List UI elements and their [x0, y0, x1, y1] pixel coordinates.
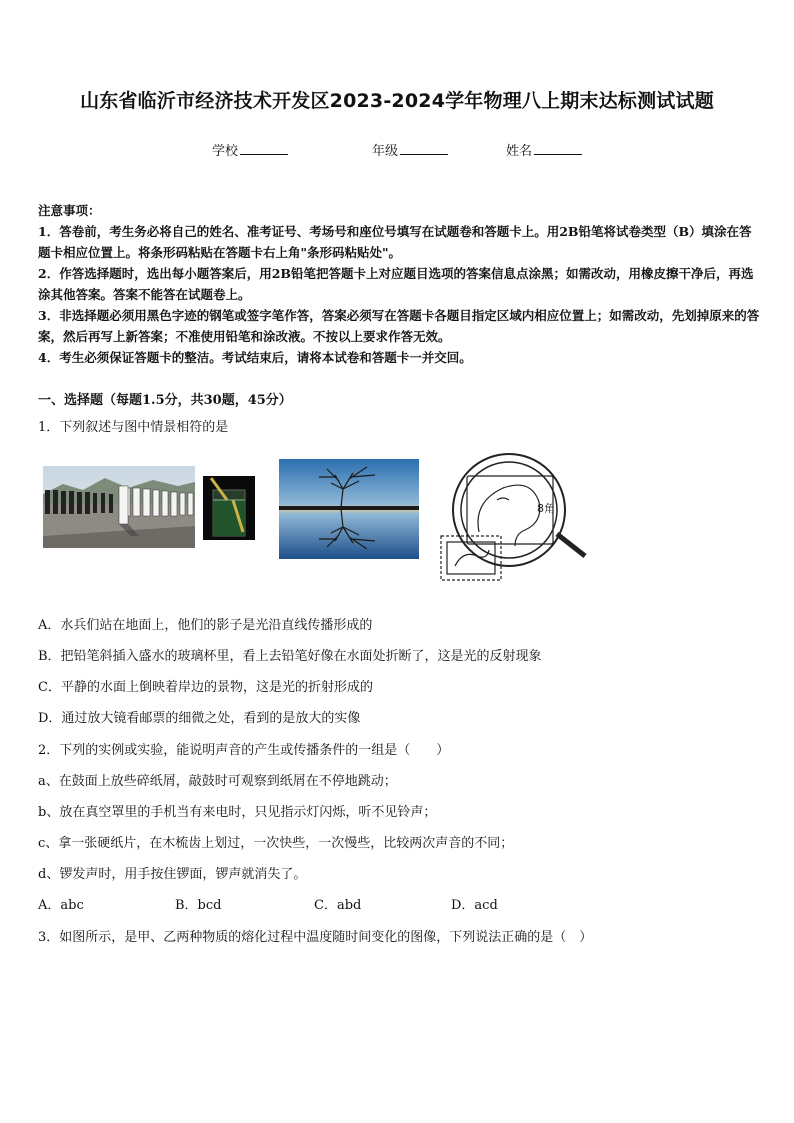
- school-label: 学校: [212, 144, 239, 159]
- stamp-value-label: 8角: [537, 502, 555, 515]
- notice-heading: 注意事项：: [38, 203, 101, 218]
- name-blank: [534, 142, 582, 155]
- page-title: 山东省临沂市经济技术开发区2023-2024学年物理八上期末达标测试试题: [80, 90, 714, 112]
- school-blank: [240, 142, 288, 155]
- question-2-choice-b: B．bcd: [175, 898, 222, 913]
- grade-blank: [400, 142, 448, 155]
- name-label: 姓名: [506, 144, 533, 159]
- question-1-option-c: C．平静的水面上倒映着岸边的景物，这是光的折射形成的: [38, 680, 373, 695]
- question-2-item-a: a、在鼓面上放些碎纸屑，敲鼓时可观察到纸屑在不停地跳动；: [38, 774, 397, 789]
- notice-item-1: 1．答卷前，考生务必将自己的姓名、准考证号、考场号和座位号填写在试题卷和答题卡上。用2B铅笔将试卷类型（B）填涂在答题卡相应位置上。将条形码粘贴在答题卡右上角"条形码粘贴处"。: [38, 224, 752, 260]
- magnifier-stamp-drawing: [437, 452, 589, 584]
- question-2-choice-a: A．abc: [38, 898, 84, 913]
- notice-item-4: 4．考生必须保证答题卡的整洁。考试结束后，请将本试卷和答题卡一并交回。: [38, 350, 472, 365]
- question-2-choice-c: C．abd: [314, 898, 362, 913]
- section-title: 一、选择题（每题1.5分，共30题，45分）: [38, 393, 292, 408]
- grade-label: 年级: [372, 144, 399, 159]
- question-2-stem: 2．下列的实例或实验，能说明声音的产生或传播条件的一组是（ ）: [38, 743, 450, 758]
- name-field: [506, 140, 582, 159]
- question-1-stem: 1．下列叙述与图中情景相符的是: [38, 420, 229, 435]
- lake-reflection-photo: [279, 459, 419, 559]
- school-field: [212, 140, 288, 159]
- pencil-in-water-photo: [203, 476, 255, 540]
- question-3-stem: 3．如图所示，是甲、乙两种物质的熔化过程中温度随时间变化的图像，下列说法正确的是（ ）: [38, 930, 593, 945]
- question-2-item-d: d、锣发声时，用手按住锣面，锣声就消失了。: [38, 867, 307, 882]
- question-2-choice-d: D．acd: [451, 898, 498, 913]
- notice-item-2: 2．作答选择题时，选出每小题答案后，用2B铅笔把答题卡上对应题目选项的答案信息点涂黑；如需改动，用橡皮擦干净后，再选涂其他答案。答案不能答在试题卷上。: [38, 266, 754, 302]
- question-2-item-b: b、放在真空罩里的手机当有来电时，只见指示灯闪烁，听不见铃声；: [38, 805, 437, 820]
- sailors-photo: [43, 466, 195, 548]
- question-2-item-c: c、拿一张硬纸片，在木梳齿上划过，一次快些，一次慢些，比较两次声音的不同；: [38, 836, 514, 851]
- notice-item-3: 3．非选择题必须用黑色字迹的钢笔或签字笔作答，答案必须写在答题卡各题目指定区域内相应位置上；如需改动，先划掉原来的答案，然后再写上新答案；不准使用铅笔和涂改液。不按以上要求作答无效。: [38, 308, 760, 344]
- question-1-option-d: D．通过放大镜看邮票的细微之处，看到的是放大的实像: [38, 711, 361, 726]
- grade-field: [372, 140, 448, 159]
- question-1-option-b: B．把铅笔斜插入盛水的玻璃杯里，看上去铅笔好像在水面处折断了，这是光的反射现象: [38, 649, 542, 664]
- question-1-option-a: A．水兵们站在地面上，他们的影子是光沿直线传播形成的: [38, 618, 373, 633]
